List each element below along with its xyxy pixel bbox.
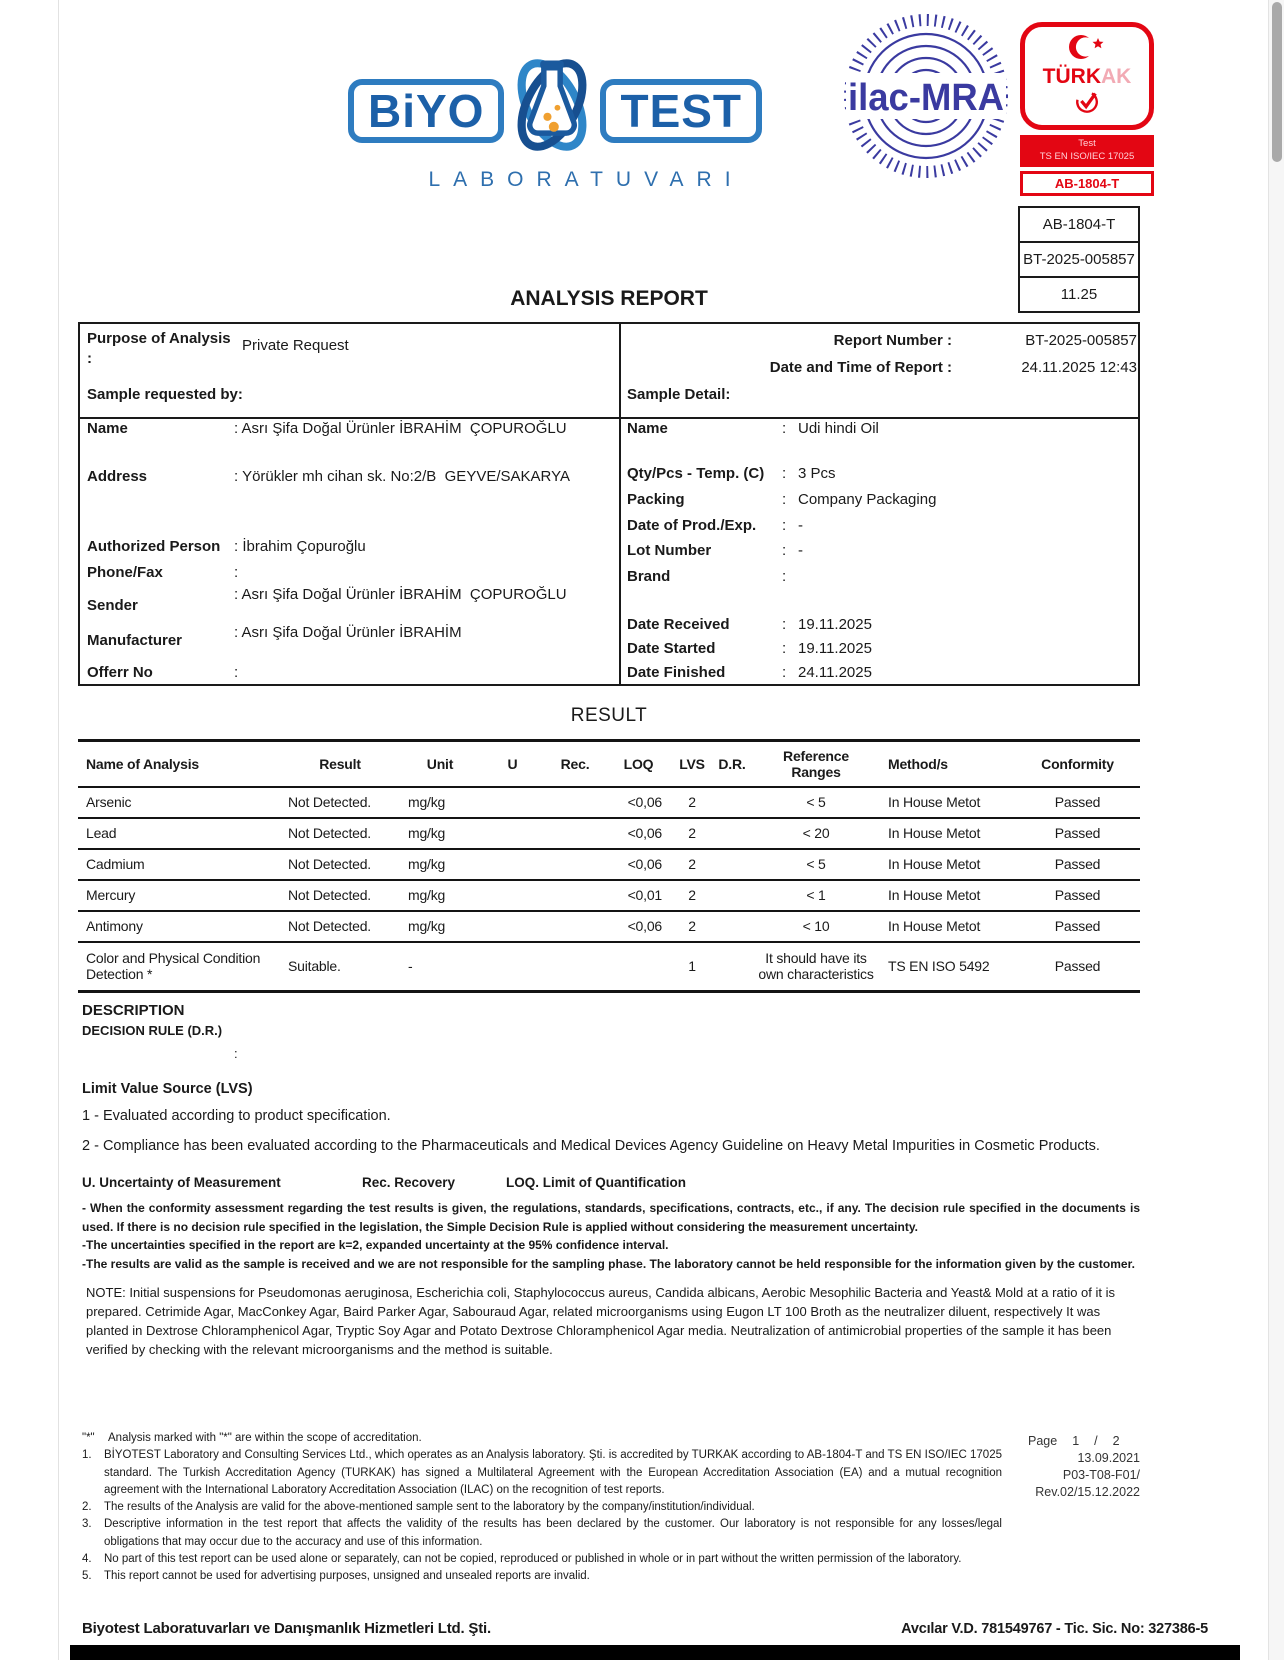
info-row: Name : Udi hindi Oil [627, 420, 879, 437]
info-row-label: Date Finished [627, 664, 726, 681]
cell-loq: <0,06 [605, 849, 672, 880]
note-paragraph: NOTE: Initial suspensions for Pseudomonas aeruginosa, Escherichia coli, Staphylococcus aureus, Candida albicans, Aerobic Mesophilic Bacteria and Yeast& Mold at a ratio of it is prepared. Cetrimide Agar, MacConkey Agar, Baird Parker Agar, Sabouraud Agar, related microorganisms using Eugon LT 100 Broth as the neutralizer diluent, respectively It was planted in Dextrose Chloramphenicol Agar, Tryptic Soy Agar and Potato Dextrose Chloramphenicol Agar media. Neutralization of antimicrobial properties of the sample it has been verified by checking with the relevant microorganisms and the method is suitable. [86, 1285, 1115, 1357]
cell-analysis-name: Lead [78, 818, 280, 849]
result-table-row [78, 787, 1140, 818]
page-current: 1 [1072, 1434, 1080, 1448]
cell-lvs: 2 [672, 911, 712, 942]
cell-loq: <0,06 [627, 794, 662, 810]
turkak-standard: TS EN ISO/IEC 17025 [1039, 150, 1135, 162]
cell-conformity: Passed [1015, 911, 1140, 942]
cell-u [480, 942, 545, 992]
report-datetime-value: 24.11.2025 12:43 [1021, 359, 1137, 376]
info-row: Date Started : 19.11.2025 [627, 640, 872, 657]
cell-reference-range: < 5 [806, 794, 826, 810]
limit-value-source-heading: Limit Value Source (LVS) [82, 1081, 253, 1097]
cell-conformity: Passed [1015, 849, 1140, 880]
checkmark-icon [1073, 88, 1101, 119]
col-conformity: Conformity [1015, 741, 1140, 787]
info-row-label: Packing [627, 491, 685, 508]
info-row: Date Received : 19.11.2025 [627, 616, 872, 633]
page-edge-line [58, 0, 59, 1660]
info-row: Lot Number : - [627, 542, 803, 559]
ilac-mra-label: ilac-MRA [848, 77, 1004, 119]
info-row-label: Offerr No [87, 664, 153, 681]
cell-u [480, 880, 545, 911]
cell-loq: <0,06 [605, 911, 672, 942]
cell-dr [712, 818, 752, 849]
cell-result: Not Detected. [280, 849, 400, 880]
footer-tax-info: Avcılar V.D. 781549767 - Tic. Sic. No: 327386-5 [901, 1621, 1208, 1637]
purpose-of-analysis-value: Private Request [242, 337, 349, 354]
result-table-row [78, 911, 1140, 942]
purpose-of-analysis-label: Purpose of Analysis [87, 330, 231, 347]
turkak-accreditation-box: AB-1804-T [1020, 171, 1154, 196]
reference-box: BT-2025-005857 [1018, 241, 1140, 278]
footnote-item: 2. The results of the Analysis are valid for the above-mentioned sample sent to the laboratory by the company/institution/individual. [82, 1501, 755, 1513]
cell-lvs: 2 [672, 849, 712, 880]
footnote-item: 1. BİYOTEST Laboratory and Consulting Services Ltd., which operates as an Analysis laboratory. Şti. is accredited by TURKAK according to AB-1804-T and TS EN ISO/IEC 17025 standard. The Turkish Accreditation Agency (TURKAK) has signed a Multilateral Agreement with the European Accreditation Association (EA) and a mutual recognition agreement with the International Laboratory Accreditation Association (ILAC) on the recognition of test reports. [82, 1449, 1002, 1496]
turkak-test-band [1020, 135, 1154, 167]
info-row-value: : İbrahim Çopuroğlu [234, 538, 366, 555]
footnote-item: 5. This report cannot be used for advertising purposes, unsigned and unsealed reports are invalid. [82, 1570, 590, 1582]
cell-dr [712, 942, 752, 992]
cell-result: Not Detected. [280, 818, 400, 849]
info-row-value: : [234, 564, 239, 581]
info-row-value: Udi hindi Oil [798, 420, 879, 437]
col-lvs: LVS [672, 741, 712, 787]
cell-dr [712, 911, 752, 942]
accreditation-scope-note: "*" Analysis marked with "*" are within the scope of accreditation. [82, 1432, 422, 1444]
cell-reference-range: < 10 [752, 911, 880, 942]
cell-result: Suitable. [280, 942, 400, 992]
logo-biyo-pill: BiYO [348, 79, 504, 143]
description-section: DESCRIPTION DECISION RULE (D.R.) : Limit Value Source (LVS) 1 - Evaluated according to product specification. 2 - Compliance has been evaluated according to the Pharmaceuticals and Medical Devices Agency Guideline on Heavy Metal Impurities in Cosmetic Products. U. Uncertainty of Measurement Rec. Recovery LOQ. Limit of Quantification - When the conformity assessment regarding the test results is given, the regulations, standards, specifications, contracts, etc., if any. The decision rule specified in the documents is used. If there is no decision rule specified in the legislation, the Simple Decision Rule is applied without considering the measurement uncertainty. -The uncertainties specified in the report are k=2, expanded uncertainty at the 95% confidence interval. -The results are valid as the sample is received and we are not responsible for the sampling phase. The laboratory cannot be held responsible for the information given by the customer. NOTE: Initial suspensions for Pseudomonas aeruginosa, Escherichia coli, Staphylococcus aureus, Candida albicans, Aerobic Mesophilic Bacteria and Yeast& Mold at a ratio of it is prepared. Cetrimide Agar, MacConkey Agar, Baird Parker Agar, Sabouraud Agar, related microorganisms using Eugon LT 100 Broth as the neutralizer diluent, respectively It was planted in Dextrose Chloramphenicol Agar, Tryptic Soy Agar and Potato Dextrose Chloramphenicol Agar media. Neutralization of antimicrobial properties of the sample it has been verified by checking with the relevant microorganisms and the method is suitable. [82, 1002, 1140, 1360]
cell-result: Not Detected. [280, 880, 400, 911]
lvs-item: 2 - Compliance has been evaluated according to the Pharmaceuticals and Medical Devices Agency Guideline on Heavy Metal Impurities in Cosmetic Products. [82, 1138, 1100, 1155]
cell-result: Not Detected. [280, 911, 400, 942]
result-table-row [78, 942, 1140, 992]
description-heading: DESCRIPTION [82, 1002, 185, 1019]
cell-unit: mg/kg [408, 794, 446, 810]
cell-analysis-name: Mercury [78, 880, 280, 911]
result-table-row [78, 849, 1140, 880]
info-row-value: 3 Pcs [798, 465, 836, 482]
reference-box: AB-1804-T [1018, 206, 1140, 243]
page-total: 2 [1112, 1434, 1120, 1448]
info-row-label: Date of Prod./Exp. [627, 517, 757, 534]
cell-dr [712, 849, 752, 880]
scrollbar-track[interactable] [1268, 0, 1284, 1660]
abbr-recovery: Rec. Recovery [362, 1175, 456, 1191]
footnote-item: 4. No part of this test report can be used alone or separately, can not be copied, reproduced or published in whole or in part without the written permission of the laboratory. [82, 1552, 962, 1565]
cell-unit: - [400, 942, 480, 992]
conformity-note: - When the conformity assessment regarding the test results is given, the regulations, standards, specifications, contracts, etc., if any. The decision rule specified in the documents is used. If there is no decision rule specified in the legislation, the Simple Decision Rule is applied without considering the measurement uncertainty. [82, 1201, 1140, 1234]
cell-rec [545, 818, 605, 849]
result-table-row [78, 880, 1140, 911]
cell-unit: mg/kg [400, 818, 480, 849]
cell-u [480, 787, 545, 818]
cell-method: In House Metot [880, 880, 1015, 911]
document-meta [1028, 1434, 1140, 1499]
cell-lvs: 2 [688, 794, 696, 810]
abbr-uncertainty: U. Uncertainty of Measurement [82, 1175, 281, 1191]
info-row-value: - [798, 542, 803, 559]
footnote-item: 3. Descriptive information in the test report that affects the validity of the results has been declared by the customer. Our laboratory is not responsible for any losses/legal obligations that may occur due to the accuracy and use of this information. [82, 1518, 1002, 1548]
footnotes [82, 1430, 1002, 1585]
col-name-of-analysis: Name of Analysis [78, 741, 280, 787]
cell-reference-range: < 5 [752, 849, 880, 880]
scrollbar-thumb[interactable] [1272, 2, 1282, 162]
cell-result: Not Detected. [288, 794, 371, 810]
cell-rec [545, 849, 605, 880]
doc-date: 13.09.2021 [1077, 1451, 1140, 1465]
decision-rule-label: DECISION RULE (D.R.) [82, 1023, 223, 1038]
col-u: U [480, 741, 545, 787]
info-row-label: Qty/Pcs - Temp. (C) [627, 465, 765, 482]
cell-conformity: Passed [1015, 942, 1140, 992]
info-row-label: Name [87, 420, 128, 437]
logo-test-pill: TEST [600, 79, 762, 143]
reference-box: 11.25 [1018, 276, 1140, 313]
cell-unit: mg/kg [400, 849, 480, 880]
cell-lvs: 1 [672, 942, 712, 992]
result-table [78, 739, 1140, 993]
cell-reference-range: It should have its own characteristics [752, 942, 880, 992]
info-row-label: Name [627, 420, 668, 437]
cell-method: In House Metot [880, 818, 1015, 849]
info-row-label: Sender [87, 597, 138, 614]
result-heading: RESULT [570, 705, 648, 726]
info-row-value: : Yörükler mh cihan sk. No:2/B GEYVE/SAKARYA [234, 468, 570, 485]
page-indicator: Page 1 / 2 [1028, 1434, 1120, 1448]
info-row-label: Manufacturer [87, 632, 183, 649]
report-number-label: Report Number : [833, 332, 952, 349]
cell-dr [712, 880, 752, 911]
report-number-value: BT-2025-005857 [1025, 332, 1137, 349]
info-row-value: 24.11.2025 [798, 664, 872, 681]
info-row-label: Date Received [627, 616, 730, 633]
info-row: Packing : Company Packaging [627, 491, 937, 508]
info-row-value: : Asrı Şifa Doğal Ürünler İBRAHİM ÇOPUROĞLU [234, 420, 567, 437]
footer-company: Biyotest Laboratuvarları ve Danışmanlık Hizmetleri Ltd. Şti. [82, 1620, 491, 1637]
info-row-label: Phone/Fax [87, 564, 163, 581]
cell-unit: mg/kg [400, 880, 480, 911]
logo-subtitle: LABORATUVARI [428, 168, 744, 191]
doc-code: P03-T08-F01/ [1062, 1468, 1140, 1482]
cell-analysis-name: Antimony [78, 911, 280, 942]
cell-conformity: Passed [1015, 818, 1140, 849]
cell-reference-range: < 20 [752, 818, 880, 849]
result-table-row [78, 818, 1140, 849]
biyotest-logo [348, 76, 762, 145]
turkak-logo [1020, 22, 1154, 196]
crescent-star-icon [1067, 33, 1107, 66]
cell-method: In House Metot [888, 794, 981, 810]
sample-requested-heading: Sample requested by: [87, 386, 243, 403]
cell-conformity: Passed [1054, 794, 1101, 810]
turkak-test-label: Test [1078, 138, 1096, 149]
cell-method: In House Metot [880, 911, 1015, 942]
col-dr: D.R. [712, 741, 752, 787]
cell-conformity: Passed [1015, 880, 1140, 911]
report-datetime-label: Date and Time of Report : [769, 359, 952, 376]
conformity-notes [82, 1199, 1140, 1273]
doc-revision: Rev.02/15.12.2022 [1035, 1485, 1140, 1499]
ilac-mra-seal-icon [842, 12, 1010, 185]
col-methods: Method/s [880, 741, 1015, 787]
cell-analysis-name: Color and Physical Condition Detection * [78, 942, 280, 992]
conformity-note: -The uncertainties specified in the report are k=2, expanded uncertainty at the 95% confidence interval. [82, 1238, 669, 1253]
info-row: Qty/Pcs - Temp. (C) : 3 Pcs [627, 465, 836, 482]
sample-details [80, 324, 1138, 684]
cell-loq [605, 942, 672, 992]
info-row-label: Address [87, 468, 148, 485]
col-reference-ranges: Reference Ranges [752, 741, 880, 787]
result-table-header [78, 741, 1140, 787]
col-unit: Unit [400, 741, 480, 787]
info-row-label: Lot Number [627, 542, 712, 559]
info-row-label: Date Started [627, 640, 716, 657]
col-loq: LOQ [605, 741, 672, 787]
info-row: Brand : [627, 568, 787, 585]
info-row-value: - [798, 517, 803, 534]
page-title: ANALYSIS REPORT [510, 287, 708, 310]
cell-analysis-name: Cadmium [78, 849, 280, 880]
cell-lvs: 2 [672, 880, 712, 911]
cell-lvs: 2 [672, 818, 712, 849]
cell-loq: <0,01 [605, 880, 672, 911]
flask-atom-icon [502, 46, 602, 169]
conformity-note: -The results are valid as the sample is received and we are not responsible for the sampling phase. The laboratory cannot be held responsible for the information given by the customer. [82, 1256, 1135, 1271]
cell-unit: mg/kg [400, 911, 480, 942]
info-row: Date Finished : 24.11.2025 [627, 664, 872, 681]
sample-detail-heading: Sample Detail: [627, 386, 731, 403]
cell-analysis-name: Arsenic [86, 794, 132, 810]
sample-info-table: Purpose of Analysis : Private Request Report Number : BT-2025-005857 Date and Time of Report : 24.11.2025 12:43 Sample requested by: Sample Detail: Name : Asrı Şifa Doğal Ürünler İBRAHİM ÇOPUROĞLU Address : Yörükler mh cihan sk. No:2/B GEYVE/SAKARYA Authorized Person : İbrahim Çopuroğlu Phone/Fax : Sender : Asrı Şifa Doğal Ürünler İBRAHİM ÇOPUROĞLU Manufacturer : Asrı Şifa Doğal Ürünler İBRAHİM Offerr No : Name : Udi hindi Oil Qty/Pcs - Temp. (C) : 3 Pcs Packing : Company Packaging Date of Prod./Exp. : - Lot Number : - Brand : Date Received : 19.11.2025 Date Started : 19.11.2025 Date Finished : 24.11.2025 [78, 322, 1140, 686]
info-row-value: Company Packaging [798, 491, 937, 508]
cell-method: In House Metot [880, 849, 1015, 880]
cell-rec [545, 880, 605, 911]
abbr-loq: LOQ. Limit of Quantification [506, 1175, 686, 1191]
cell-reference-range: < 1 [752, 880, 880, 911]
info-row-value: : [234, 664, 239, 681]
info-row-value: 19.11.2025 [798, 616, 872, 633]
abbreviations-row [82, 1175, 1140, 1190]
cell-u [480, 818, 545, 849]
cell-rec [545, 911, 605, 942]
lvs-item: 1 - Evaluated according to product specification. [82, 1108, 391, 1124]
info-row-label: Brand [627, 568, 671, 585]
footer-black-bar [70, 1645, 1240, 1660]
cell-loq: <0,06 [605, 818, 672, 849]
info-row: Date of Prod./Exp. : - [627, 517, 803, 534]
cell-dr [712, 787, 752, 818]
cell-u [480, 849, 545, 880]
cell-method: TS EN ISO 5492 [880, 942, 1015, 992]
col-result: Result [280, 741, 400, 787]
col-rec: Rec. [545, 741, 605, 787]
cell-rec [545, 787, 605, 818]
info-row-label: Authorized Person [87, 538, 221, 555]
turkak-name: TÜRKAK [1042, 65, 1132, 88]
cell-u [480, 911, 545, 942]
info-row-value: : Asrı Şifa Doğal Ürünler İBRAHİM [234, 624, 462, 641]
cell-rec [545, 942, 605, 992]
info-row-value: 19.11.2025 [798, 640, 872, 657]
info-row-value: : Asrı Şifa Doğal Ürünler İBRAHİM ÇOPUROĞLU [234, 586, 567, 603]
